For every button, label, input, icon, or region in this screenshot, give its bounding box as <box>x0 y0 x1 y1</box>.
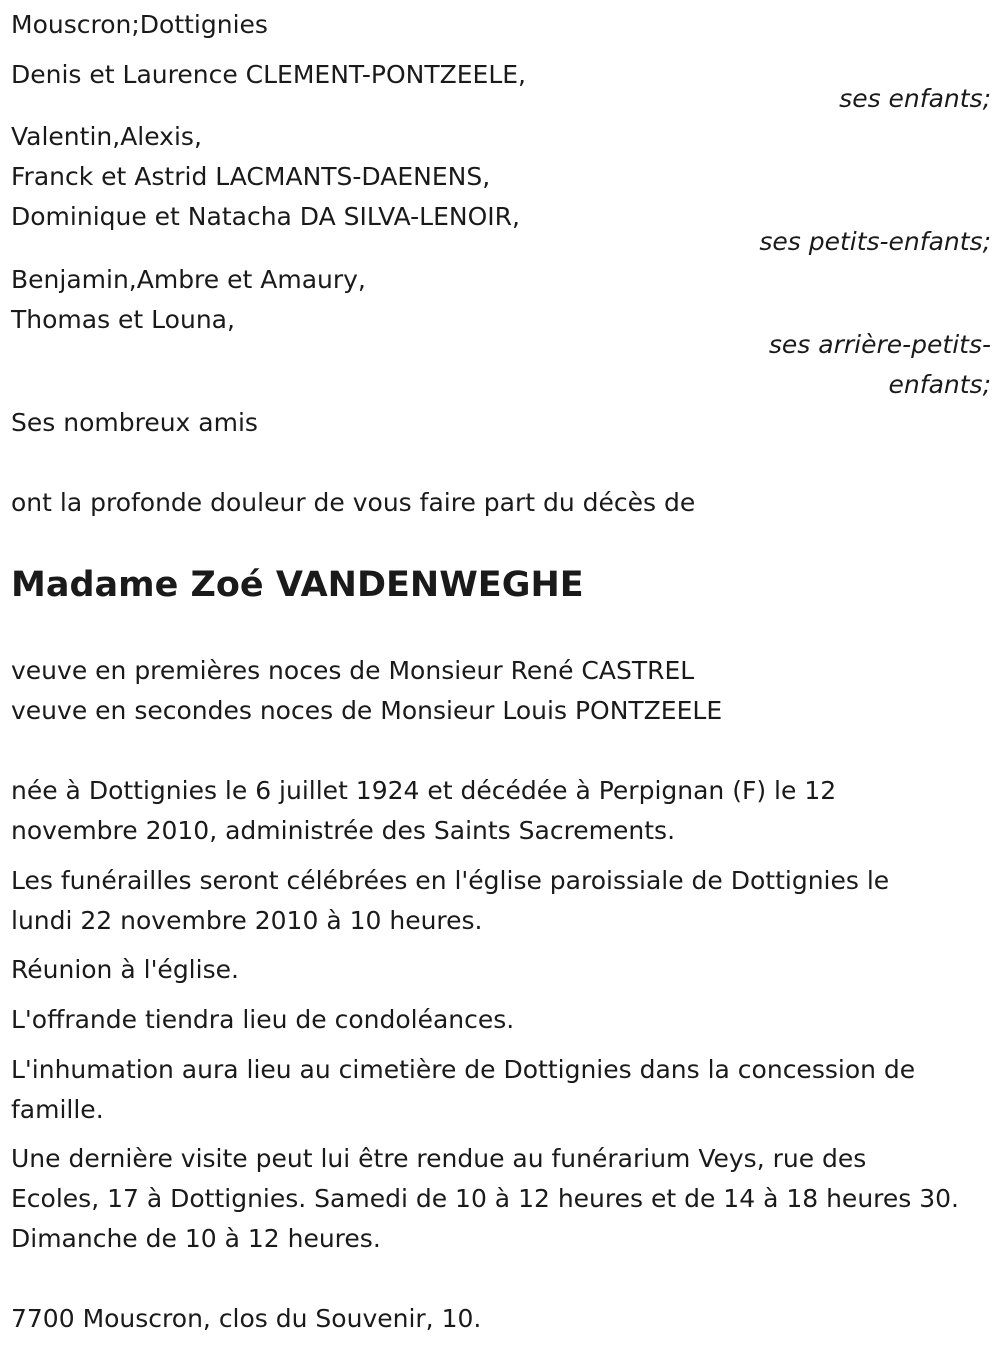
burial-line-cont: famille. <box>11 1095 104 1124</box>
widow-first: veuve en premières noces de Monsieur René CASTREL <box>11 656 695 685</box>
birth-death-line-cont: novembre 2010, administrée des Saints Sacrements. <box>11 816 676 845</box>
burial-line: L'inhumation aura lieu au cimetière de Dottignies dans la concession de <box>11 1055 916 1084</box>
visit-line-cont: Ecoles, 17 à Dottignies. Samedi de 10 à 12 heures et de 14 à 18 heures 30. <box>11 1184 959 1213</box>
great-grandchild-line: Thomas et Louna, <box>11 305 235 334</box>
children-names: Denis et Laurence CLEMENT-PONTZEELE, <box>11 60 527 89</box>
funeral-line-cont: lundi 22 novembre 2010 à 10 heures. <box>11 906 483 935</box>
great-grandchildren-label-cont: enfants; <box>888 370 991 399</box>
offering-line: L'offrande tiendra lieu de condoléances. <box>11 1005 515 1034</box>
meeting-line: Réunion à l'église. <box>11 955 239 984</box>
visit-line-cont-2: Dimanche de 10 à 12 heures. <box>11 1224 381 1253</box>
deceased-name: Madame Zoé VANDENWEGHE <box>11 565 584 605</box>
great-grandchildren-label: ses arrière-petits- <box>768 330 991 359</box>
grandchildren-label: ses petits-enfants; <box>759 227 991 256</box>
grandchild-line: Valentin,Alexis, <box>11 122 202 151</box>
grandchild-line: Dominique et Natacha DA SILVA-LENOIR, <box>11 202 520 231</box>
announcement-intro: ont la profonde douleur de vous faire part du décès de <box>11 488 696 517</box>
great-grandchild-line: Benjamin,Ambre et Amaury, <box>11 265 366 294</box>
address-footer: 7700 Mouscron, clos du Souvenir, 10. <box>11 1304 482 1333</box>
children-label: ses enfants; <box>839 84 991 113</box>
friends-line: Ses nombreux amis <box>11 408 258 437</box>
visit-line: Une dernière visite peut lui être rendue au funérarium Veys, rue des <box>11 1144 867 1173</box>
grandchild-line: Franck et Astrid LACMANTS-DAENENS, <box>11 162 491 191</box>
location-header: Mouscron;Dottignies <box>11 10 268 39</box>
funeral-line: Les funérailles seront célébrées en l'église paroissiale de Dottignies le <box>11 866 890 895</box>
birth-death-line: née à Dottignies le 6 juillet 1924 et décédée à Perpignan (F) le 12 <box>11 776 837 805</box>
widow-second: veuve en secondes noces de Monsieur Louis PONTZEELE <box>11 696 723 725</box>
